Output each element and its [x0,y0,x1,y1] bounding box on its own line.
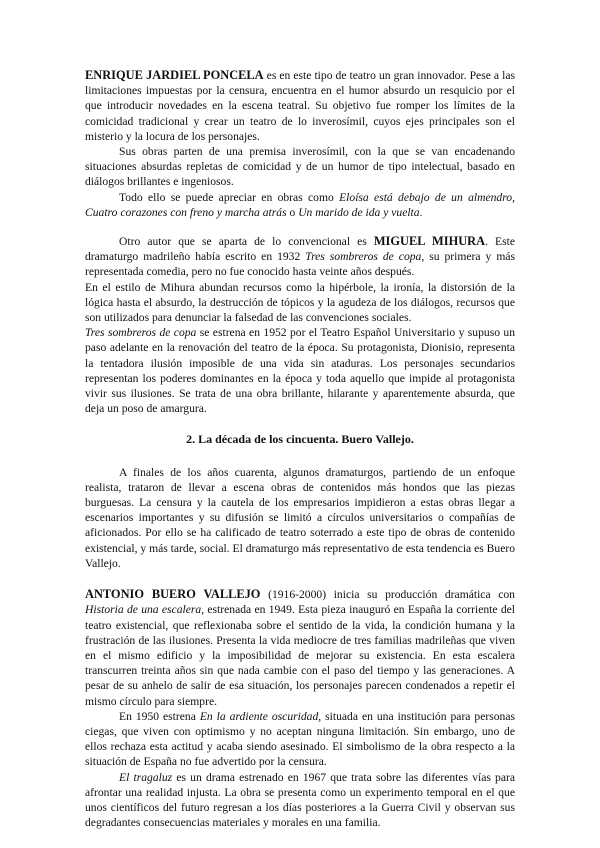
document-page [85,68,515,830]
work-title: Tres sombreros de copa [305,250,422,264]
work-title: Un marido de ida y vuelta [298,205,420,219]
mihura-paragraph-3: Tres sombreros de copa se estrena en 1952 por el Teatro Español Universitario y supuso un paso adelante en la renovación del teatro de la época. Su protagonista, Dionisio, representa la tentadora ilusión imposible de una vida sin ataduras. Los personajes secundarios representan los poderes dominantes en la época y toda aquello que impide al protagonista vivir sus ilusiones. Se trata de una obra brillante, hilarante y aparentemente absurda, que deja un poso de amargura. [85,326,515,416]
work-title: Historia de una escalera [85,603,202,617]
work-title: Tres sombreros de copa [85,326,197,340]
buero-paragraph-1: ANTONIO BUERO VALLEJO (1916-2000) inicia su producción dramática con Historia de una escalera, estrenada en 1949. Esta pieza inauguró en España la corriente del teatro existencial, que reflexionaba sobre el sentido de la vida, la condición humana y la frustración de las ilusiones. Presenta la vida mediocre de tres familias madrileñas que viven en el mismo edificio y la imposibilidad de mejorar su existencia. En esta escalera transcurren treinta años sin que nada cambie con el paso del tiempo y las generaciones. A pesar de su anhelo de salir de esa situación, los personajes parecen condenados a repetir el mismo círculo para siempre. [85,587,516,708]
jardiel-paragraph-3: Todo ello se puede apreciar en obras como Eloísa está debajo de un almendro, Cuatro corazones con freno y marcha atrás o Un marido de ida y vuelta. [85,190,515,219]
section-heading: 2. La década de los cincuenta. Buero Vallejo. [186,432,414,447]
section2-paragraph-1: A finales de los años cuarenta, algunos dramaturgos, partiendo de un enfoque realista, trataron de llevar a escena obras de contenidos más hondos que las piezas burguesas. La censura y la cautela de los empresarios impidieron a estas obras llegar a escenarios importantes y su difusión se limitó a círculos universitarios o compañías de aficionados. Por ello se ha calificado de teatro soterrado a este tipo de obras de contenido existencial, y más tarde, social. El dramaturgo más representativo de esta tendencia es Buero Vallejo. [85,465,515,570]
mihura-paragraph-1: Otro autor que se aparta de lo convencional es MIGUEL MIHURA. Este dramaturgo madrileño había escrito en 1932 Tres sombreros de copa, su primera y más representada comedia, pero no fue conocido hasta veinte años después. [85,234,515,279]
author-jardiel-poncela: ENRIQUE JARDIEL PONCELA [85,68,264,82]
author-miguel-mihura: MIGUEL MIHURA [373,234,486,249]
buero-paragraph-2: En 1950 estrena En la ardiente oscuridad, situada en una institución para personas ciegas, que viven con optimismo y no aceptan ninguna limitación. Sin embargo, uno de ellos rechaza esta actitud y acaba siendo asesinado. El simbolismo de la obra respecto a la situación de España no fue advertido por la censura. [85,709,515,769]
jardiel-paragraph-2: Sus obras parten de una premisa inverosímil, con la que se van encadenando situaciones absurdas repletas de comicidad y de un humor de tipo intelectual, basado en diálogos brillantes e ingeniosos. [85,145,515,189]
work-title: En la ardiente oscuridad [199,709,319,723]
mihura-paragraph-2: En el estilo de Mihura abundan recursos como la hipérbole, la ironía, la distorsión de la lógica hasta el absurdo, la destrucción de tópicos y la agudeza de los diálogos, recursos que son utilizados para denunciar la falsedad de las convenciones sociales. [85,280,515,325]
jardiel-paragraph-1: ENRIQUE JARDIEL PONCELA es en este tipo de teatro un gran innovador. Pese a las limitaciones impuestas por la censura, encuentra en el humor absurdo un resquicio por el que introducir novedades en la escena teatral. Su objetivo fue romper los límites de la comicidad tradicional y crear un teatro de lo inverosímil, cuyos ejes principales son el misterio y la locura de los personajes. [85,68,515,143]
buero-paragraph-3: El tragaluz es un drama estrenado en 1967 que trata sobre las diferentes vías para afrontar una realidad injusta. La obra se presenta como un experimento temporal en el que unos científicos del futuro regresan a los días posteriores a la Guerra Civil y observan sus degradantes consecuencias materiales y morales en una familia. [85,770,516,830]
work-title: El tragaluz [119,770,173,784]
author-buero-vallejo: ANTONIO BUERO VALLEJO [85,587,261,602]
work-title: Eloísa está debajo de un almendro, Cuatro corazones con freno y marcha atrás [85,190,515,219]
